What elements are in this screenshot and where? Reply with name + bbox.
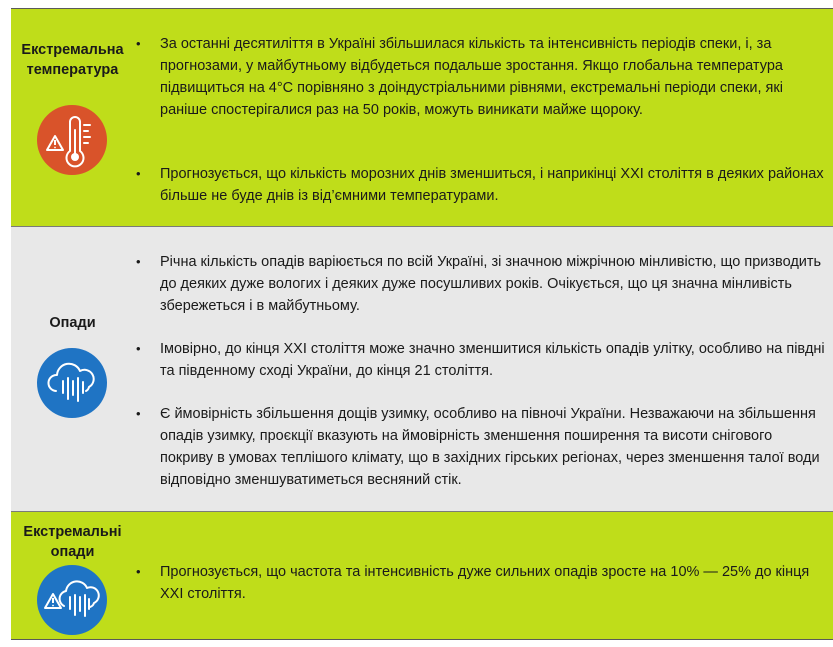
rain-cloud-warning-icon	[36, 564, 108, 636]
row-extreme-precipitation	[11, 512, 833, 639]
row-label-cell	[11, 9, 134, 226]
bullet-marker: •	[136, 564, 141, 579]
thermometer-warning-icon	[36, 104, 108, 176]
row-precipitation	[11, 227, 833, 512]
bullet-marker: •	[136, 36, 141, 51]
row-label: Опади	[49, 315, 96, 331]
row-label-cell	[11, 512, 134, 639]
bullet-text: Імовірно, до кінця ХХІ століття може значно зменшитися кількість опадів улітку, особливо на півдні та південному сході України, до кінця 21 століття.	[160, 341, 825, 379]
rain-cloud-icon	[36, 347, 108, 419]
climate-hazards-table	[11, 8, 833, 640]
row-label-cell	[11, 227, 134, 511]
row-content	[134, 9, 833, 226]
row-content	[134, 512, 833, 639]
bullet-text: Прогнозується, що кількість морозних днів зменшиться, і наприкінці ХХІ століття в деяких районах більше не буде днів із від’ємними температурами.	[160, 166, 824, 204]
bullet-text: Річна кількість опадів варіюється по всій Україні, зі значною міжрічною мінливістю, що призводить до деяких дуже вологих і деяких дуже посушливих років. Очікується, що ця значна мінливість збережеться і в майбутньому.	[160, 254, 822, 314]
row-content	[134, 227, 833, 511]
bullet-marker: •	[136, 254, 141, 269]
row-extreme-temperature	[11, 9, 833, 227]
row-label: Екстремальні опади	[23, 524, 122, 560]
bullet-text: За останні десятиліття в Україні збільшилася кількість та інтенсивність періодів спеки, і, за прогнозами, у майбутньому відбудеться подальше зростання. Якщо глобальна температура підвищиться на 4°C порівняно з доіндустріальними рівнями, екстремальні періоди спеки, які раніше спостерігалися раз на 50 років, можуть виникати майже щороку.	[160, 36, 783, 118]
bullet-marker: •	[136, 406, 141, 421]
bullet-marker: •	[136, 166, 141, 181]
row-label: Екстремальна температура	[21, 42, 124, 78]
bullet-text: Прогнозується, що частота та інтенсивність дуже сильних опадів зросте на 10% — 25% до кінця ХХІ століття.	[160, 564, 810, 602]
bullet-marker: •	[136, 341, 141, 356]
bullet-text: Є ймовірність збільшення дощів узимку, особливо на півночі України. Незважаючи на збільшення опадів узимку, проєкції вказують на ймовірність зменшення поширення та висоти снігового покриву в умовах теплішого клімату, що в західних гірських регіонах, через зменшення талої води відповідно зменшуватиметься весняний стік.	[160, 406, 820, 488]
